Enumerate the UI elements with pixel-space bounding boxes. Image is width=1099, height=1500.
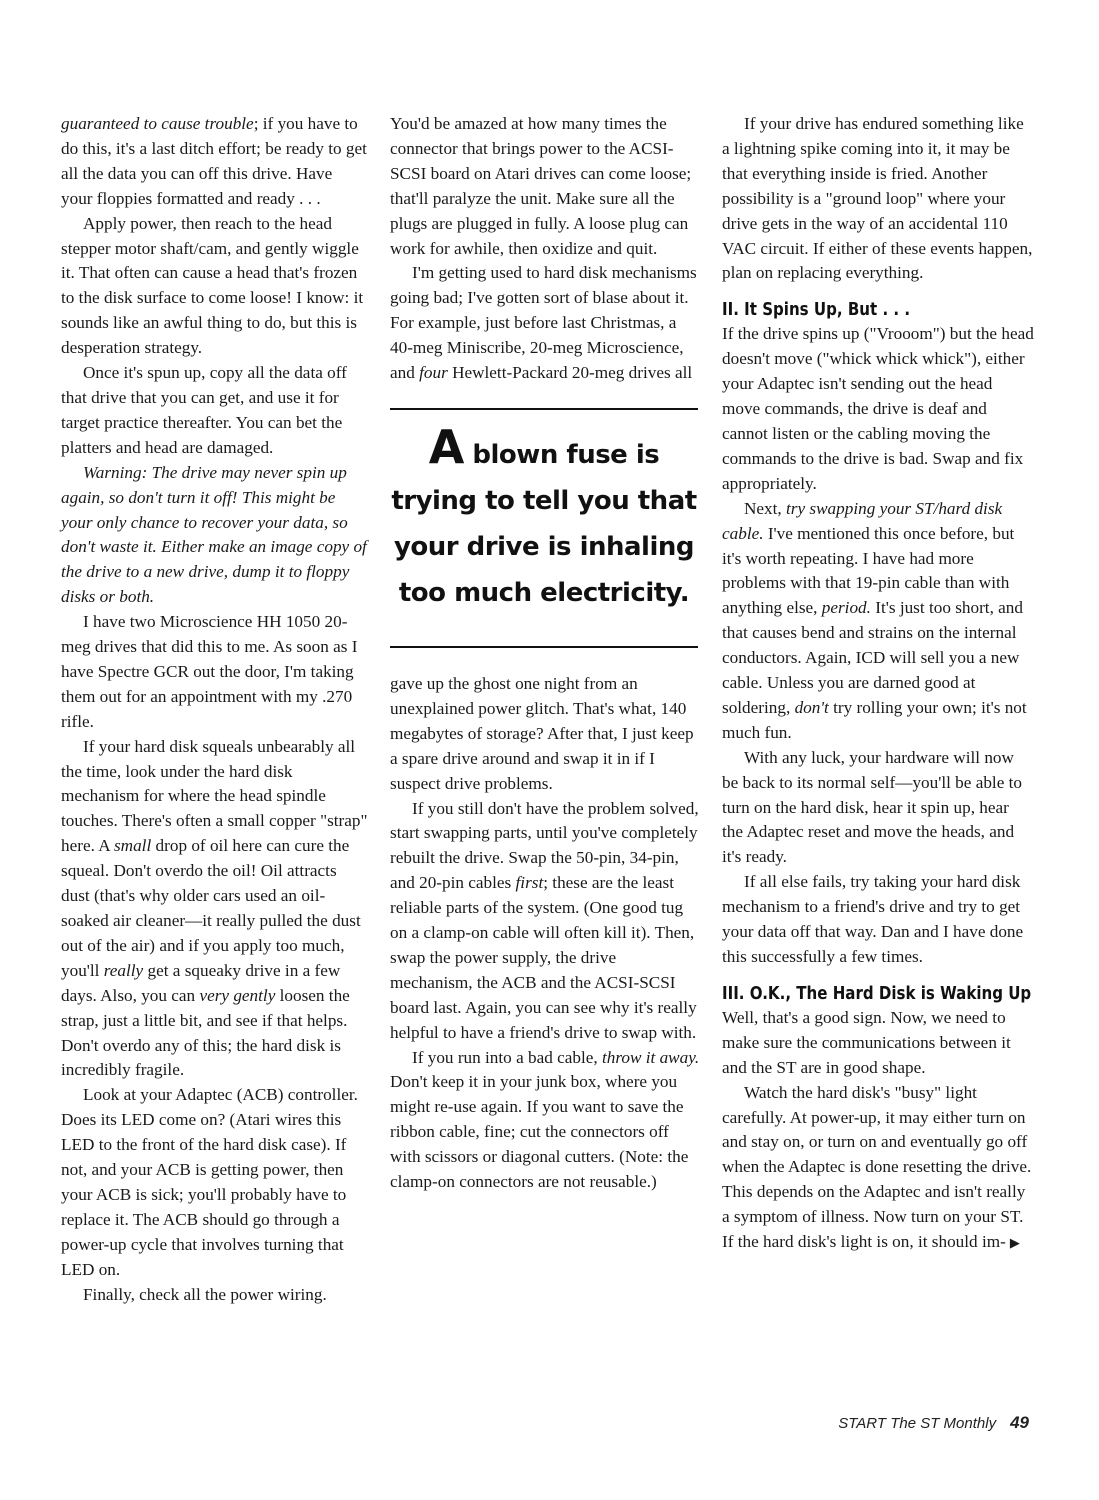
emphasis: guaranteed to cause trouble [61,114,254,133]
paragraph: I have two Microscience HH 1050 20-meg drives that did this to me. As soon as I have Spectre GCR out the door, I'm taking them out for an appointment with my .270 rifle. [61,612,358,731]
continue-arrow-icon: ▶ [1009,1235,1020,1251]
emphasis: try swapping your ST/hard disk cable. [722,498,1003,543]
paragraph: Well, that's a good sign. Now, we need to make sure the communications between it and the ST are in good shape. [722,1007,1011,1077]
paragraph: Look at your Adaptec (ACB) controller. Does its LED come on? (Atari wires this LED to the front of the hard disk case). If not, and your ACB is getting power, then your ACB is sick; you'll probably have to replace it. The ACB should go through a power-up cycle that involves turning that LED on. [61,1085,358,1279]
text: I've mentioned this once before, but it's worth repeating. I have had more problems with that 19-pin cable than with anything else, [722,523,1015,618]
emphasis: really [103,960,144,980]
section-heading-spins-up: II. It Spins Up, But . . . [722,300,911,321]
paragraph [390,797,700,1046]
warning-text: Warning: The drive may never spin up again, so don't turn it off! This might be your only chance to recover your data, so don't waste it. Either make an image copy of the drive to a new drive, dump it to floppy disks or both. [61,462,367,607]
emphasis: period. [821,598,871,618]
paragraph: If the drive spins up ("Vrooom") but the head doesn't move ("whick whick whick"), either your Adaptec isn't sending out the head move commands, the drive is deaf and cannot listen or the cabling moving the commands to the drive is bad. Swap and fix appropriately. [722,324,1034,493]
text: If your hard disk squeals unbearably all the time, look under the hard disk mechanism for where the head spindle touches. There's often a small copper "strap" here. A [61,736,368,856]
pull-quote [390,408,698,648]
pull-quote-body: blown fuse is trying to tell you that your drive is inhaling too much electricity. [391,439,697,608]
text: Don't keep it in your junk box, where you might re-use again. If you want to save the ribbon cable, fine; cut the connectors off with scissors or diagonal cutters. (Note: the clamp-on connectors are not reusable.) [390,1072,689,1192]
text: Next, [744,498,787,518]
paragraph: gave up the ghost one night from an unexplained power glitch. That's what, 140 megabytes of storage? After that, I just keep a spare drive around and swap it in if I suspect drive problems. [390,673,694,793]
paragraph: You'd be amazed at how many times the connector that brings power to the ACSI-SCSI board on Atari drives can come loose; that'll paralyze the unit. Make sure all the plugs are plugged in fully. A loose plug can work for awhile, then oxidize and quit. [390,114,692,258]
emphasis: small [113,836,152,856]
paragraph: Finally, check all the power wiring. [83,1284,327,1304]
text: try rolling your own; it's not much fun. [722,697,1027,742]
text: I'm getting used to hard disk mechanisms going bad; I've gotten sort of blase about it. For example, just before last Christmas, a 40-meg Miniscribe, 20-meg Microscience, and [390,263,697,383]
page-number: 49 [1010,1413,1029,1432]
text: ; these are the least reliable parts of the system. (One good tug on a clamp-on cable will often kill it). Then, swap the power supply, the drive mechanism, the ACB and the ACSI-SCSI board last. Again, you can see why it's really helpful to have a friend's drive to swap with. [390,873,697,1042]
magazine-name: START The ST Monthly [838,1415,997,1432]
paragraph [61,112,368,212]
paragraph: Once it's spun up, copy all the data off that drive that you can get, and use it for target practice thereafter. You can bet the platters and head are damaged. [61,363,347,457]
column-2 [390,112,700,1195]
paragraph [390,1046,700,1195]
paragraph: With any luck, your hardware will now be back to its normal self—you'll be able to turn on the hard disk, hear it spin up, hear the Adaptec reset and move the heads, and it's ready. [722,747,1022,867]
text: loosen the strap, just a little bit, and see if that helps. Don't overdo any of this; the hard disk is incredibly fragile. [61,985,350,1080]
paragraph [61,735,368,1084]
paragraph [722,497,1034,746]
text: It's just too short, and that causes bend and strains on the internal conductors. Again, ICD will sell you a new cable. Unless you are darned good at soldering, [722,598,1023,717]
section-heading-waking-up: III. O.K., The Hard Disk is Waking Up [722,983,1032,1004]
paragraph [61,461,368,610]
paragraph: Apply power, then reach to the head stepper motor shaft/cam, and gently wiggle it. That often can cause a head that's frozen to the disk surface to come loose! I know: it sounds like an awful thing to do, but this is desperation strategy. [61,213,364,358]
paragraph [390,261,700,386]
emphasis: throw it away. [601,1047,700,1067]
pull-quote-drop-letter: A [428,419,464,474]
emphasis: don't [794,697,829,717]
column-1 [61,112,368,1308]
pull-quote-text [390,419,698,616]
text: get a squeaky drive in a few days. Also, you can [61,960,341,1005]
emphasis: first [515,873,544,893]
column-3 [722,112,1034,1256]
text: If you run into a bad cable, [412,1047,602,1067]
text: Watch the hard disk's "busy" light carefully. At power-up, it may either turn on and stay on, or turn on and eventually go off when the Adaptec is done resetting the drive. This depends on the Adaptec and isn't really a symptom of illness. Now turn on your ST. If the hard disk's light is on, it should im- [722,1082,1032,1252]
emphasis: four [419,363,448,383]
emphasis: very gently [199,985,276,1005]
paragraph: If your drive has endured something like a lightning spike coming into it, it may be that everything inside is fried. Another possibility is a "ground loop" where your drive gets in the way of an accidental 110 VAC circuit. If either of these events happen, plan on replacing everything. [722,114,1033,283]
paragraph [722,1081,1034,1256]
text: drop of oil here can cure the squeal. Don't overdo the oil! Oil attracts dust (that's why older cars used an oil-soaked air cleaner—it really pulled the dust out of the air) and if you apply too much, you'll [61,836,361,980]
text: Hewlett-Packard 20-meg drives all [447,363,693,383]
text: If you still don't have the problem solved, start swapping parts, until you've completely rebuilt the drive. Swap the 50-pin, 34-pin, and 20-pin cables [390,798,699,893]
paragraph: If all else fails, try taking your hard disk mechanism to a friend's drive and try to get your data off that way. Dan and I have done this successfully a few times. [722,872,1024,966]
page-footer [838,1413,1029,1433]
text: ; if you have to do this, it's a last ditch effort; be ready to get all the data you can off this drive. Have your floppies formatted and ready . . . [61,114,367,208]
